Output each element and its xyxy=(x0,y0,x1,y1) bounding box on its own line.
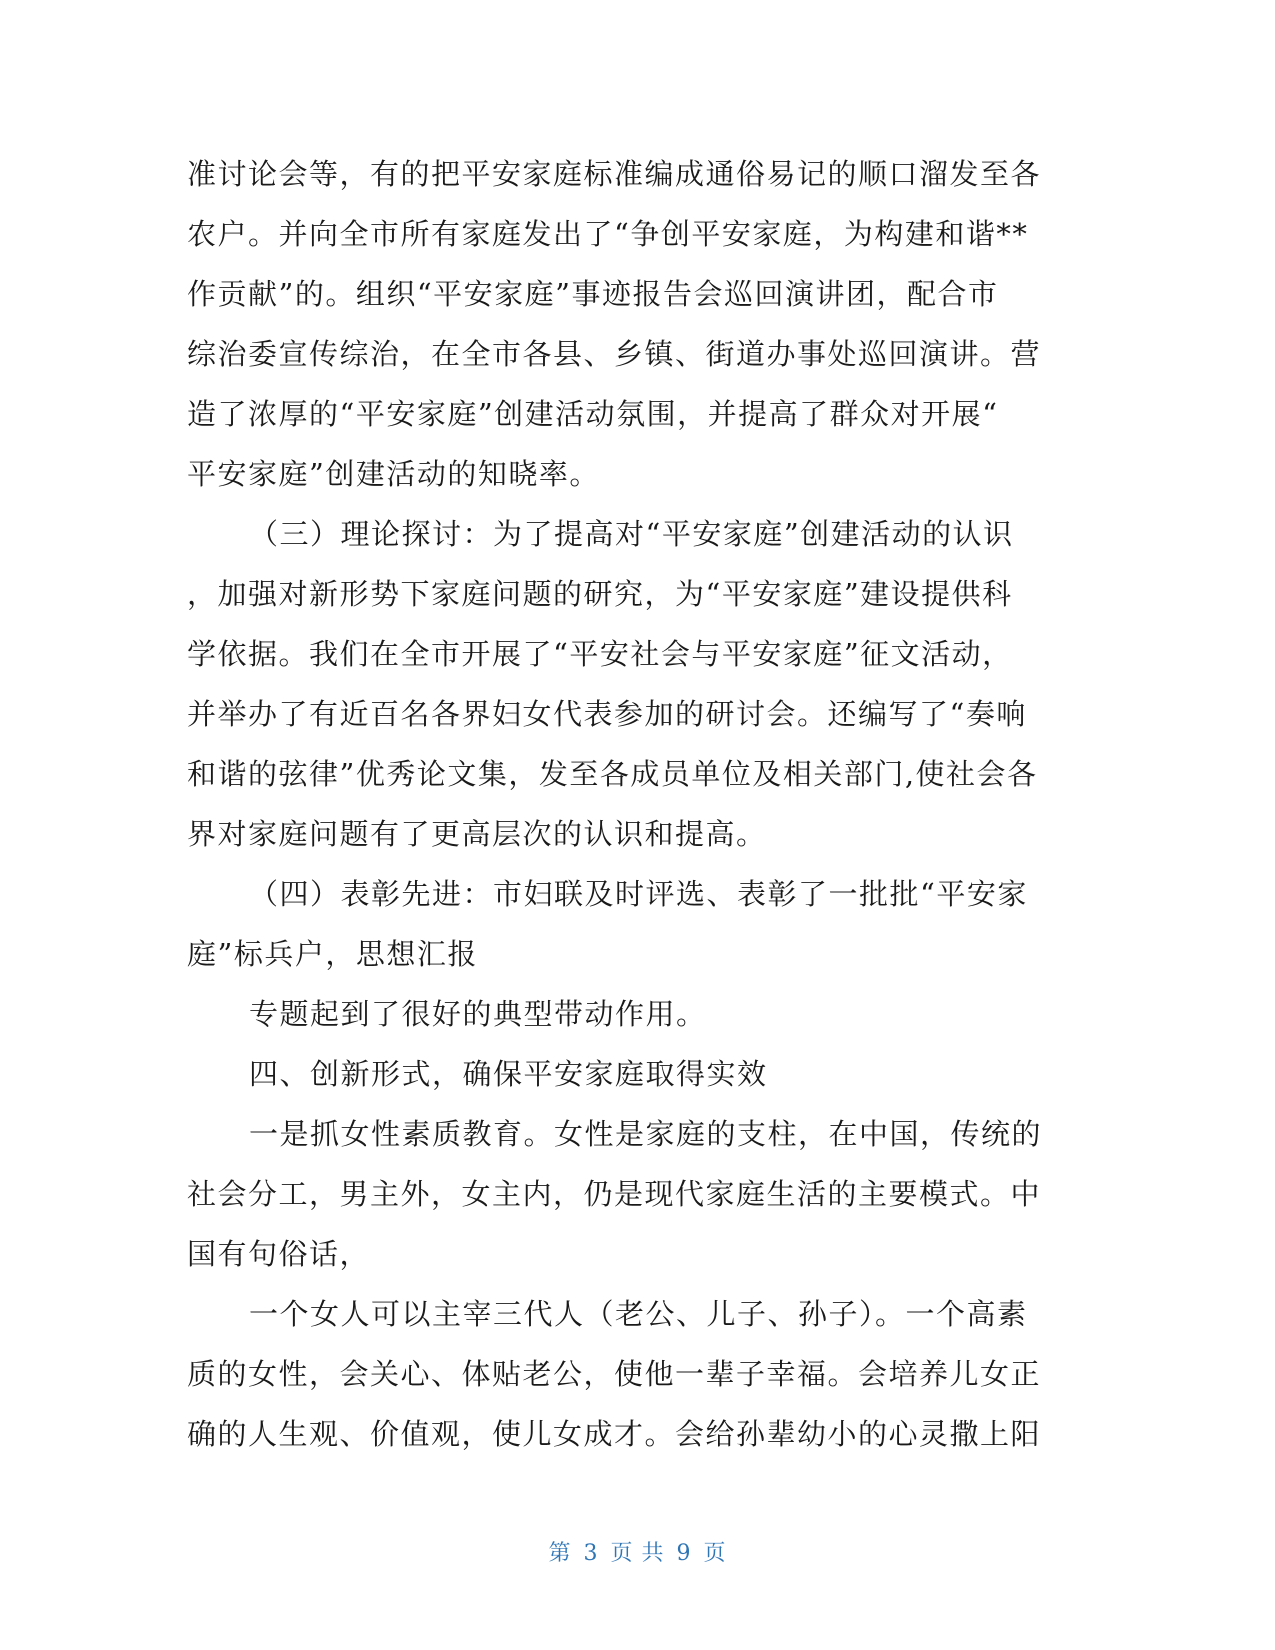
page-label-suffix: 页 xyxy=(703,1541,727,1566)
text-line: 一个女人可以主宰三代人（老公、儿子、孙子）。一个高素 xyxy=(249,1297,1028,1331)
text-line: （四）表彰先进：市妇联及时评选、表彰了一批批“平安家 xyxy=(249,877,1028,911)
text-line: （三）理论探讨：为了提高对“平安家庭”创建活动的认识 xyxy=(249,517,1014,551)
text-line: 平安家庭”创建活动的知晓率。 xyxy=(187,457,600,491)
text-line: 国有句俗话， xyxy=(187,1237,371,1271)
text-line: 质的女性，会关心、体贴老公，使他一辈子幸福。会培养儿女正 xyxy=(187,1357,1042,1391)
text-line: 界对家庭问题有了更高层次的认识和提高。 xyxy=(187,817,767,851)
page-label-prefix: 第 xyxy=(548,1541,572,1566)
text-line: 社会分工，男主外，女主内，仍是现代家庭生活的主要模式。中 xyxy=(187,1177,1042,1211)
text-line: 学依据。我们在全市开展了“平安社会与平安家庭”征文活动， xyxy=(187,637,1013,671)
page-number-current: 3 xyxy=(583,1541,599,1566)
text-line: 四、创新形式，确保平安家庭取得实效 xyxy=(249,1057,768,1091)
text-line: ，加强对新形势下家庭问题的研究，为“平安家庭”建设提供科 xyxy=(187,577,1013,611)
page-label-middle: 页 共 xyxy=(610,1541,665,1566)
text-line: 和谐的弦律”优秀论文集，发至各成员单位及相关部门,使社会各 xyxy=(187,757,1038,791)
text-line: 造了浓厚的“平安家庭”创建活动氛围，并提高了群众对开展“ xyxy=(187,397,999,431)
text-line: 一是抓女性素质教育。女性是家庭的支柱，在中国，传统的 xyxy=(249,1117,1043,1151)
document-body xyxy=(187,144,1087,1464)
text-line: 并举办了有近百名各界妇女代表参加的研讨会。还编写了“奏响 xyxy=(187,697,1027,731)
text-line: 专题起到了很好的典型带动作用。 xyxy=(249,997,707,1031)
text-line: 庭”标兵户，思想汇报 xyxy=(187,937,478,971)
text-line: 农户。并向全市所有家庭发出了“争创平安家庭，为构建和谐** xyxy=(187,217,1029,251)
text-line: 准讨论会等，有的把平安家庭标准编成通俗易记的顺口溜发至各 xyxy=(187,157,1042,191)
text-line: 确的人生观、价值观，使儿女成才。会给孙辈幼小的心灵撒上阳 xyxy=(187,1417,1042,1451)
text-line: 综治委宣传综治，在全市各县、乡镇、街道办事处巡回演讲。营 xyxy=(187,337,1042,371)
page-number-total: 9 xyxy=(676,1541,692,1566)
page-footer xyxy=(0,1536,1275,1567)
text-line: 作贡献”的。组织“平安家庭”事迹报告会巡回演讲团，配合市 xyxy=(187,277,999,311)
